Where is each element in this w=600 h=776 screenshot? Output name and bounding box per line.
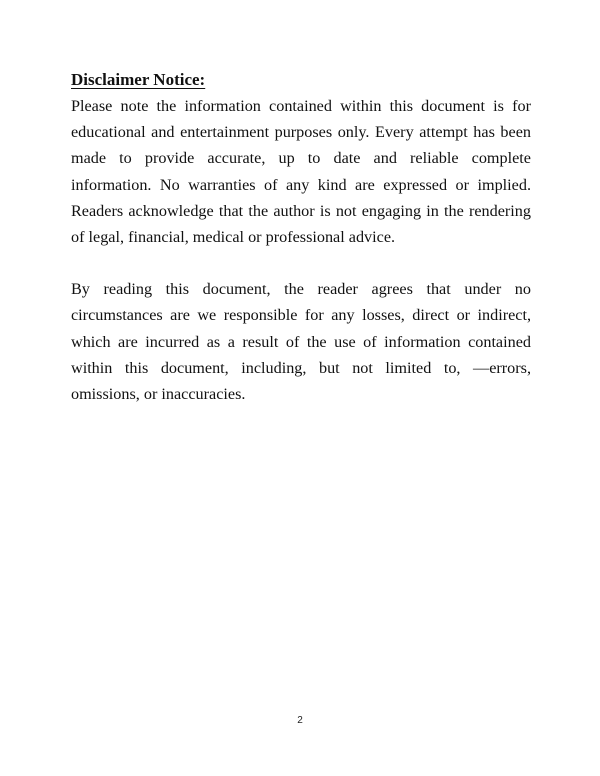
disclaimer-paragraph-1: Please note the information contained within this document is for educational and entertainment purposes only. Every attempt has been made to provide accurate, up to date and reliable complete information. No warranties of any kind are expressed or implied. Readers acknowledge that the author is not engaging in the rendering of legal, financial, medical or professional advice. <box>71 97 531 247</box>
disclaimer-heading: Disclaimer Notice: <box>71 70 206 89</box>
disclaimer-paragraph-2: By reading this document, the reader agrees that under no circumstances are we responsible for any losses, direct or indirect, which are incurred as a result of the use of information contained within this document, including, but not limited to, —errors, omissions, or inaccuracies. <box>71 280 531 404</box>
disclaimer-section <box>71 67 531 407</box>
page-number: 2 <box>297 715 303 726</box>
